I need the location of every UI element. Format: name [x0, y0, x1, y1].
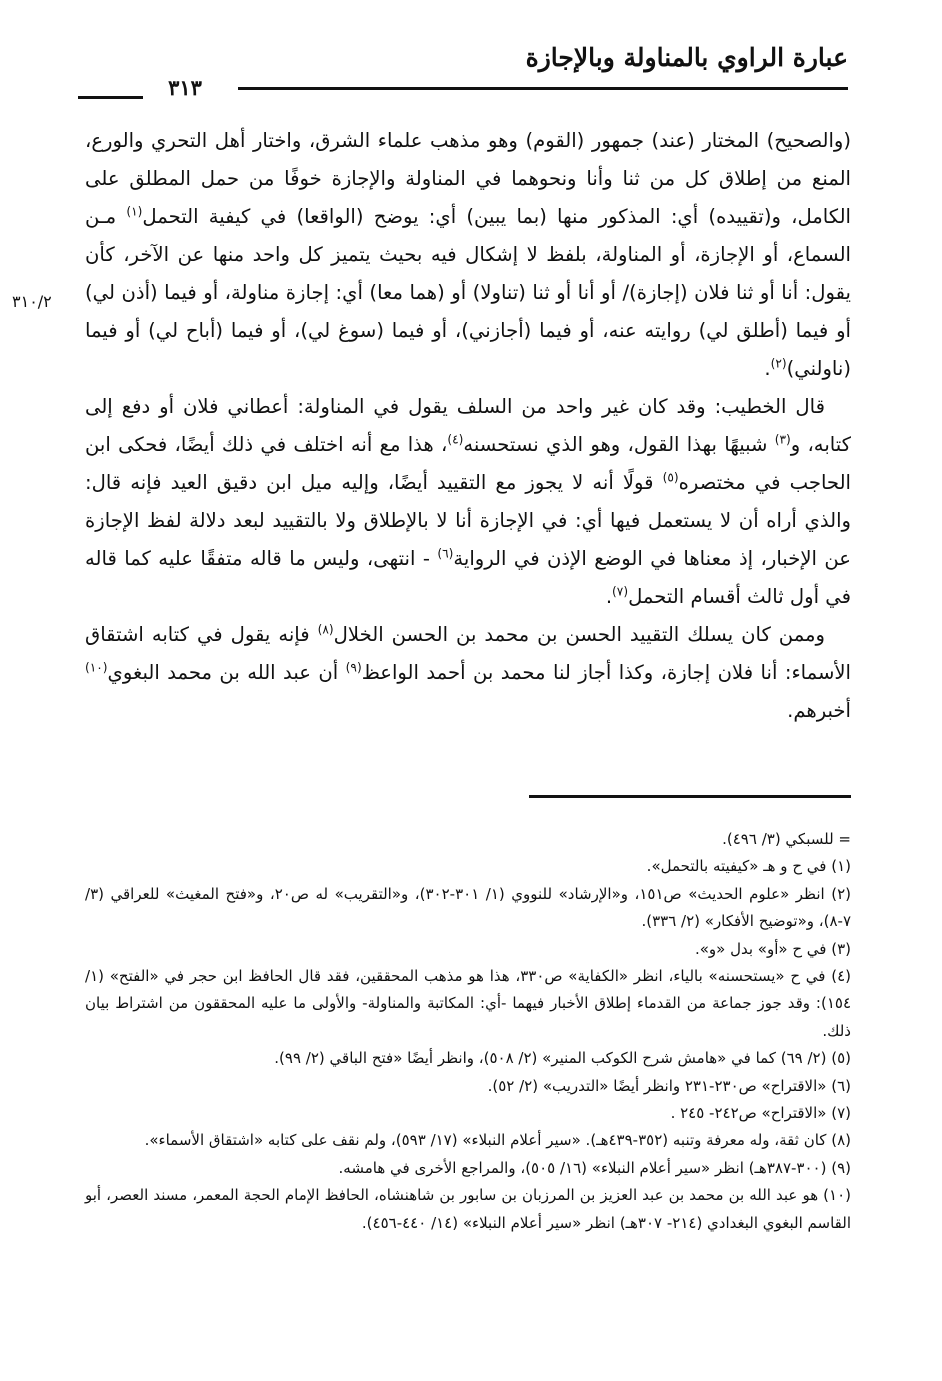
footnote-1: (١) في ح و هـ «كيفيته بالتحمل».: [646, 857, 851, 876]
running-title: عبارة الراوي بالمناولة وبالإجازة: [525, 43, 848, 72]
paragraph-2: [85, 388, 851, 616]
footnote-ref-6: (٦): [437, 546, 454, 561]
text-run: وممن كان يسلك التقييد الحسن بن محمد بن الحسن الخلال: [333, 623, 825, 646]
footnote-ref-2: (٢): [770, 356, 787, 371]
text-run: أن عبد الله بن محمد البغوي: [107, 661, 346, 684]
header-rule: [238, 87, 848, 90]
paragraph-1: [85, 122, 851, 388]
text-run: - انتهى، وليس ما قاله متفقًا عليه كما قاله في أول ثالث أقسام التحمل: [85, 547, 851, 608]
page-number-rule: [78, 96, 144, 99]
footnote-4: (٤) في ح «يستحسنه» بالياء، انظر «الكفاية» ص٣٣٠، هذا هو مذهب المحققين، فقد قال الحافظ ابن حجر في «الفتح» (١/ ١٥٤): وقد جوز جماعة من القدماء إطلاق الأخبار فيهما -أي: المكاتبة والمناولة- والأولى ما عليه المحققون من اشتراط بيان ذلك.: [85, 967, 851, 1040]
paragraph-3: [85, 616, 851, 730]
footnote-9: (٩) (٣٠٠-٣٨٧هـ) انظر «سير أعلام النبلاء» (١٦/ ٥٠٥)، والمراجع الأخرى في هامشه.: [338, 1158, 851, 1177]
text-run: .: [764, 357, 771, 380]
footnote-8: (٨) كان ثقة، وله معرفة وتنبه (٣٥٢-٤٣٩هـ). «سير أعلام النبلاء» (١٧/ ٥٩٣)، ولم نقف على كتابه «اشتقاق الأسماء».: [144, 1131, 851, 1150]
main-text: [85, 122, 851, 730]
text-run: مـن السماع، أو الإجازة، أو المناولة، بلفظ لا إشكال فيه بحيث يتميز كل واحد منها عن الآخر، كأن يقول: أنا أو ثنا فلان (إجازة)/ أو أنا أو ثنا (تناولا) أو (هما معا) أي: إجازة مناولة، أو فيما (أذن لي) أو فيما (أطلق لي) روايته عنه، أو فيما (أجازني)، أو فيما (سوغ لي)، أو فيما (أباح لي) أو فيما (ناولني): [85, 205, 851, 380]
footnote-3: (٣) في ح «أو» بدل «و».: [694, 939, 851, 958]
page-number: ٣١٣: [143, 74, 227, 102]
footnote-6: (٦) «الاقتراح» ص٢٣٠-٢٣١ وانظر أيضًا «التدريب» (٢/ ٥٢).: [487, 1076, 851, 1095]
footnote-5: (٥) (٢/ ٦٩) كما في «هامش شرح الكوكب المنير» (٢/ ٥٠٨)، وانظر أيضًا «فتح الباقي (٢/ ٩٩).: [274, 1049, 851, 1068]
footnote-ref-8: (٨): [317, 622, 334, 637]
text-run: شبيهًا بهذا القول، وهو الذي نستحسنه: [463, 433, 775, 456]
footnote-ref-5: (٥): [662, 470, 679, 485]
text-run: ، هذا مع أنه اختلف في ذلك أيضًا، فحكى ابن الحاجب في مختصره: [85, 433, 851, 494]
footnote-7: (٧) «الاقتراح» ص٢٤٢- ٢٤٥ .: [670, 1104, 851, 1123]
footnotes: [85, 826, 851, 1237]
marginal-reference: ٣١٠/٢: [12, 292, 52, 311]
footnote-ref-3: (٣): [774, 432, 791, 447]
text-run: قال الخطيب: وقد كان غير واحد من السلف يقول في المناولة: أعطاني فلان أو دفع إلى كتابه، و: [85, 395, 851, 456]
text-run: قولًا أنه لا يجوز مع التقييد أيضًا، وإليه ميل ابن دقيق العيد فإنه قال: والذي أراه أن لا يستعمل فيها أي: في الإجازة أنا لا بالإطلاق ولا بالتقييد لبعد دلالة لفظ الإجازة عن الإخبار، إذ معناها في الوضع الإذن في الرواية: [85, 471, 851, 570]
footnote-continuation: = للسبكي (٣/ ٤٩٦).: [722, 830, 851, 848]
text-run: فإنه يقول في كتابه اشتقاق الأسماء: أنا فلان إجازة، وكذا أجاز لنا محمد بن أحمد الواعظ: [85, 623, 852, 684]
text-run: أخبرهم.: [787, 699, 851, 722]
footnote-10: (١٠) هو عبد الله بن محمد بن عبد العزيز بن المرزبان بن سابور بن شاهنشاه، الحافظ الإمام الحجة المعمر، مسند العصر، أبو القاسم البغوي البغدادي (٢١٤- ٣٠٧هـ) انظر «سير أعلام النبلاء» (١٤/ ٤٤٠-٤٥٦).: [85, 1186, 851, 1232]
footnote-ref-4: (٤): [447, 432, 464, 447]
footnote-2: (٢) انظر «علوم الحديث» ص١٥١، و«الإرشاد» للنووي (١/ ٣٠١-٣٠٢)، و«التقريب» له ص٢٠، و«فتح المغيث» للعراقي (٣/ ٧-٨)، و«توضيح الأفكار» (٢/ ٣٣٦).: [85, 884, 851, 931]
footnote-ref-9: (٩): [345, 660, 362, 675]
footnote-ref-10: (١٠): [85, 660, 108, 675]
text-run: (والصحيح) المختار (عند) جمهور (القوم) وهو مذهب علماء الشرق، واختار أهل التحري والورع، المنع من إطلاق كل من ثنا وأنا ونحوهما في المناولة والإجازة خوفًا من حمل المطلق على الكامل، و(تقييده) أي: المذكور منها (بما يبين) أي: يوضح (الواقعا) في كيفية التحمل: [85, 129, 851, 228]
text-run: .: [605, 585, 613, 608]
footnote-ref-1: (١): [126, 204, 143, 219]
footnote-ref-7: (٧): [612, 584, 629, 599]
footnote-separator: [529, 795, 851, 798]
